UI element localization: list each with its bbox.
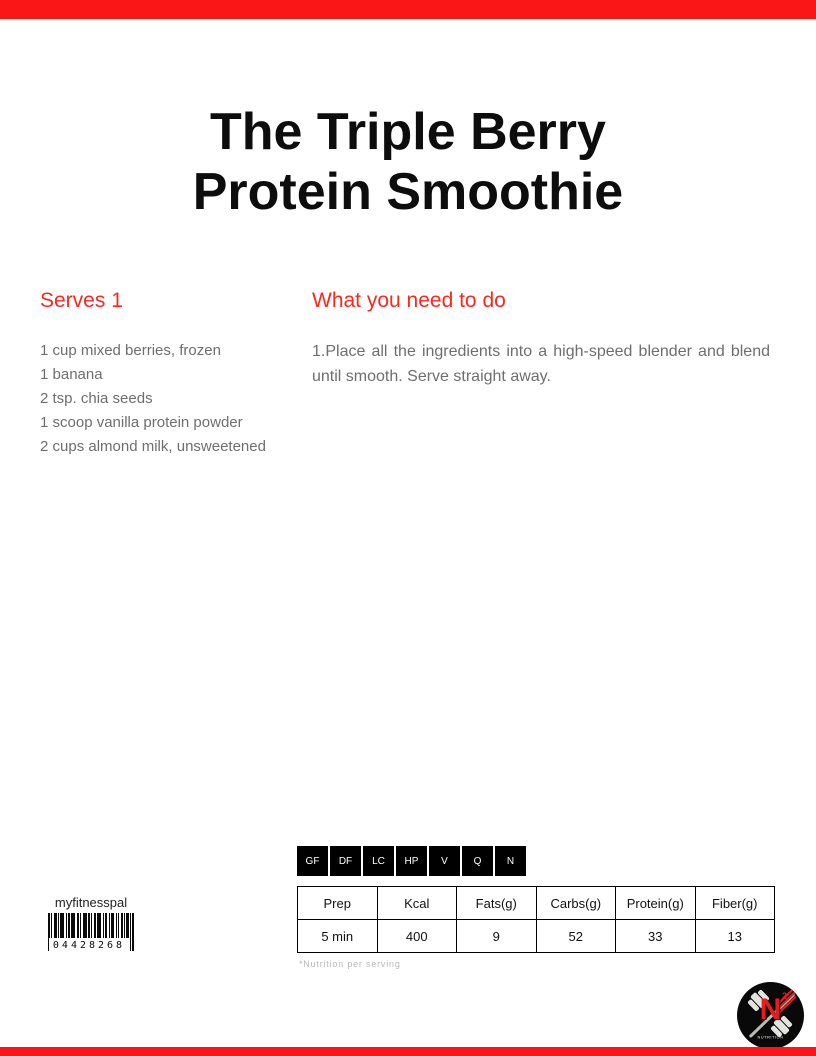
ingredient-item: 1 banana [40, 366, 103, 383]
nutrition-header-row [298, 887, 775, 920]
nutrition-header-fiber: Fiber(g) [695, 887, 775, 920]
logo-superscript: 2 [781, 991, 787, 1001]
ingredients-section [40, 289, 305, 459]
badge-vegetarian: V [429, 846, 460, 876]
logo-tagline: NUTRITION [757, 1035, 784, 1040]
serves-heading: Serves 1 [40, 289, 123, 312]
nutrition-value-fiber: 13 [695, 920, 775, 953]
ingredient-item: 1 scoop vanilla protein powder [40, 414, 243, 431]
badge-dairy-free: DF [330, 846, 361, 876]
barcode-brand-label: myfitnesspal [54, 895, 128, 910]
instructions-heading: What you need to do [312, 289, 506, 312]
ingredient-item: 2 tsp. chia seeds [40, 390, 153, 407]
barcode-bar [132, 913, 134, 951]
nutrition-header-kcal: Kcal [377, 887, 457, 920]
nutrition-value-protein: 33 [616, 920, 696, 953]
nutrition-footnote: *Nutrition per serving [299, 959, 401, 969]
nutrition-value-carbs: 52 [536, 920, 616, 953]
badge-high-protein: HP [396, 846, 427, 876]
instructions-section [312, 289, 770, 389]
barcode-image [36, 913, 146, 951]
diet-badges-row [297, 846, 526, 876]
nutrition-header-fats: Fats(g) [457, 887, 537, 920]
logo-letter: N [759, 993, 782, 1026]
nutrition-table [297, 886, 775, 953]
instruction-step: 1.Place all the ingredients into a high-speed blender and blend until smooth. Serve straight away. [312, 343, 770, 385]
nutrition-value-kcal: 400 [377, 920, 457, 953]
page-title [0, 102, 816, 222]
brand-logo [737, 982, 804, 1049]
ingredient-list [40, 339, 305, 459]
badge-quick: Q [462, 846, 493, 876]
top-red-bar [0, 0, 816, 19]
page-title-line2: Protein Smoothie [192, 163, 624, 221]
badge-low-carb: LC [363, 846, 394, 876]
barcode-block [36, 895, 146, 951]
barcode-bar [130, 913, 131, 951]
ingredient-item: 2 cups almond milk, unsweetened [40, 438, 266, 455]
badge-gluten-free: GF [297, 846, 328, 876]
nutrition-header-prep: Prep [298, 887, 378, 920]
badge-n: N [495, 846, 526, 876]
bottom-red-bar [0, 1047, 816, 1056]
nutrition-value-fats: 9 [457, 920, 537, 953]
nutrition-value-row [298, 920, 775, 953]
page-title-line1: The Triple Berry [210, 103, 606, 161]
nutrition-header-carbs: Carbs(g) [536, 887, 616, 920]
barcode-digits: 04428268 [52, 939, 126, 951]
nutrition-value-prep: 5 min [298, 920, 378, 953]
nutrition-header-protein: Protein(g) [616, 887, 696, 920]
ingredient-item: 1 cup mixed berries, frozen [40, 342, 221, 359]
barcode-digit-band [49, 938, 129, 952]
